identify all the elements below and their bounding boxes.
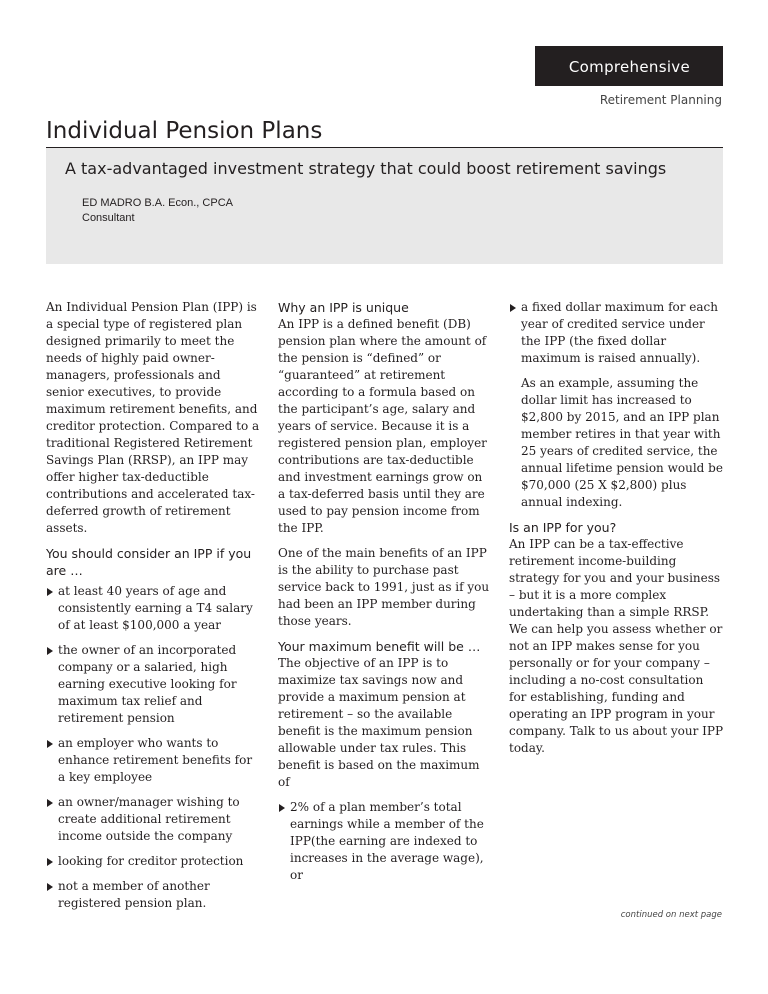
list-item: at least 40 years of age and consistently earning a T4 salary of at least $100,000 a year <box>46 583 262 634</box>
maximum-list <box>278 799 490 884</box>
brand-label: Comprehensive <box>568 58 690 76</box>
maximum-benefit-heading: Your maximum benefit will be … <box>278 639 481 654</box>
ipp-for-you-paragraph: An IPP can be a tax-effective retirement income-building strategy for you and your business – but it is a more complex undertaking than a simple RRSP. We can help you assess whether or not an IPP makes sense for you personally or for your company – including a no-cost consultation for establishing, funding and operating an IPP program in your company. Talk to us about your IPP today. <box>509 537 724 755</box>
past-service-paragraph: One of the main benefits of an IPP is the ability to purchase past service back to 1991, just as if you had been an IPP member during those years. <box>278 546 490 628</box>
column-1 <box>46 299 262 912</box>
author-name: ED MADRO B.A. Econ., CPCA <box>82 197 233 209</box>
continued-note: continued on next page <box>620 910 722 920</box>
list-item: the owner of an incorporated company or a salaried, high earning executive looking for maximum tax relief and retirement pension <box>46 642 262 727</box>
brand-box <box>535 46 723 86</box>
list-item: a fixed dollar maximum for each year of credited service under the IPP (the fixed dollar maximum is raised annually). <box>509 299 723 367</box>
page-title: Individual Pension Plans <box>46 118 323 144</box>
objective-paragraph: The objective of an IPP is to maximize tax savings now and provide a maximum pension at retirement – so the available benefit is the maximum pension allowable under tax rules. This benefit is based on the maximum of <box>278 656 480 789</box>
example-paragraph: As an example, assuming the dollar limit has increased to $2,800 by 2015, and an IPP plan member retires in that year with 25 years of credited service, the annual lifetime pension would be $70,000 (25 X $2,800) plus annual indexing. <box>521 376 723 509</box>
column-2 <box>278 299 490 884</box>
list-item: an owner/manager wishing to create additional retirement income outside the company <box>46 794 262 845</box>
intro-paragraph: An Individual Pension Plan (IPP) is a special type of registered plan designed primarily to meet the needs of highly paid owner-managers, professionals and senior executives, to provide maximum retirement benefits, and creditor protection. Compared to a traditional Registered Retirement Savings Plan (RRSP), an IPP may offer higher tax-deductible contributions and accelerated tax-deferred growth of retirement assets. <box>46 300 260 535</box>
column-3 <box>509 299 723 757</box>
author-role: Consultant <box>82 212 135 224</box>
list-item: looking for creditor protection <box>46 853 262 870</box>
list-item: an employer who wants to enhance retirement benefits for a key employee <box>46 735 262 786</box>
unique-heading: Why an IPP is unique <box>278 300 409 315</box>
subtitle: A tax-advantaged investment strategy that could boost retirement savings <box>65 159 667 178</box>
consider-list <box>46 583 262 912</box>
ipp-for-you-heading: Is an IPP for you? <box>509 520 617 535</box>
list-item: not a member of another registered pension plan. <box>46 878 262 912</box>
maximum-list-continued <box>509 299 723 367</box>
consider-heading: You should consider an IPP if you are … <box>46 546 252 578</box>
author-block <box>82 196 233 226</box>
list-item: 2% of a plan member’s total earnings while a member of the IPP(the earning are indexed to increases in the average wage), or <box>278 799 490 884</box>
brand-subtitle: Retirement Planning <box>599 93 722 107</box>
unique-paragraph: An IPP is a defined benefit (DB) pension plan where the amount of the pension is “defined” or “guaranteed” at retirement according to a formula based on the participant’s age, salary and years of service. Because it is a registered pension plan, employer contributions are tax-deductible and investment earnings grow on a tax-deferred basis until they are used to pay pension income from the IPP. <box>278 317 487 535</box>
subtitle-banner <box>46 148 723 264</box>
